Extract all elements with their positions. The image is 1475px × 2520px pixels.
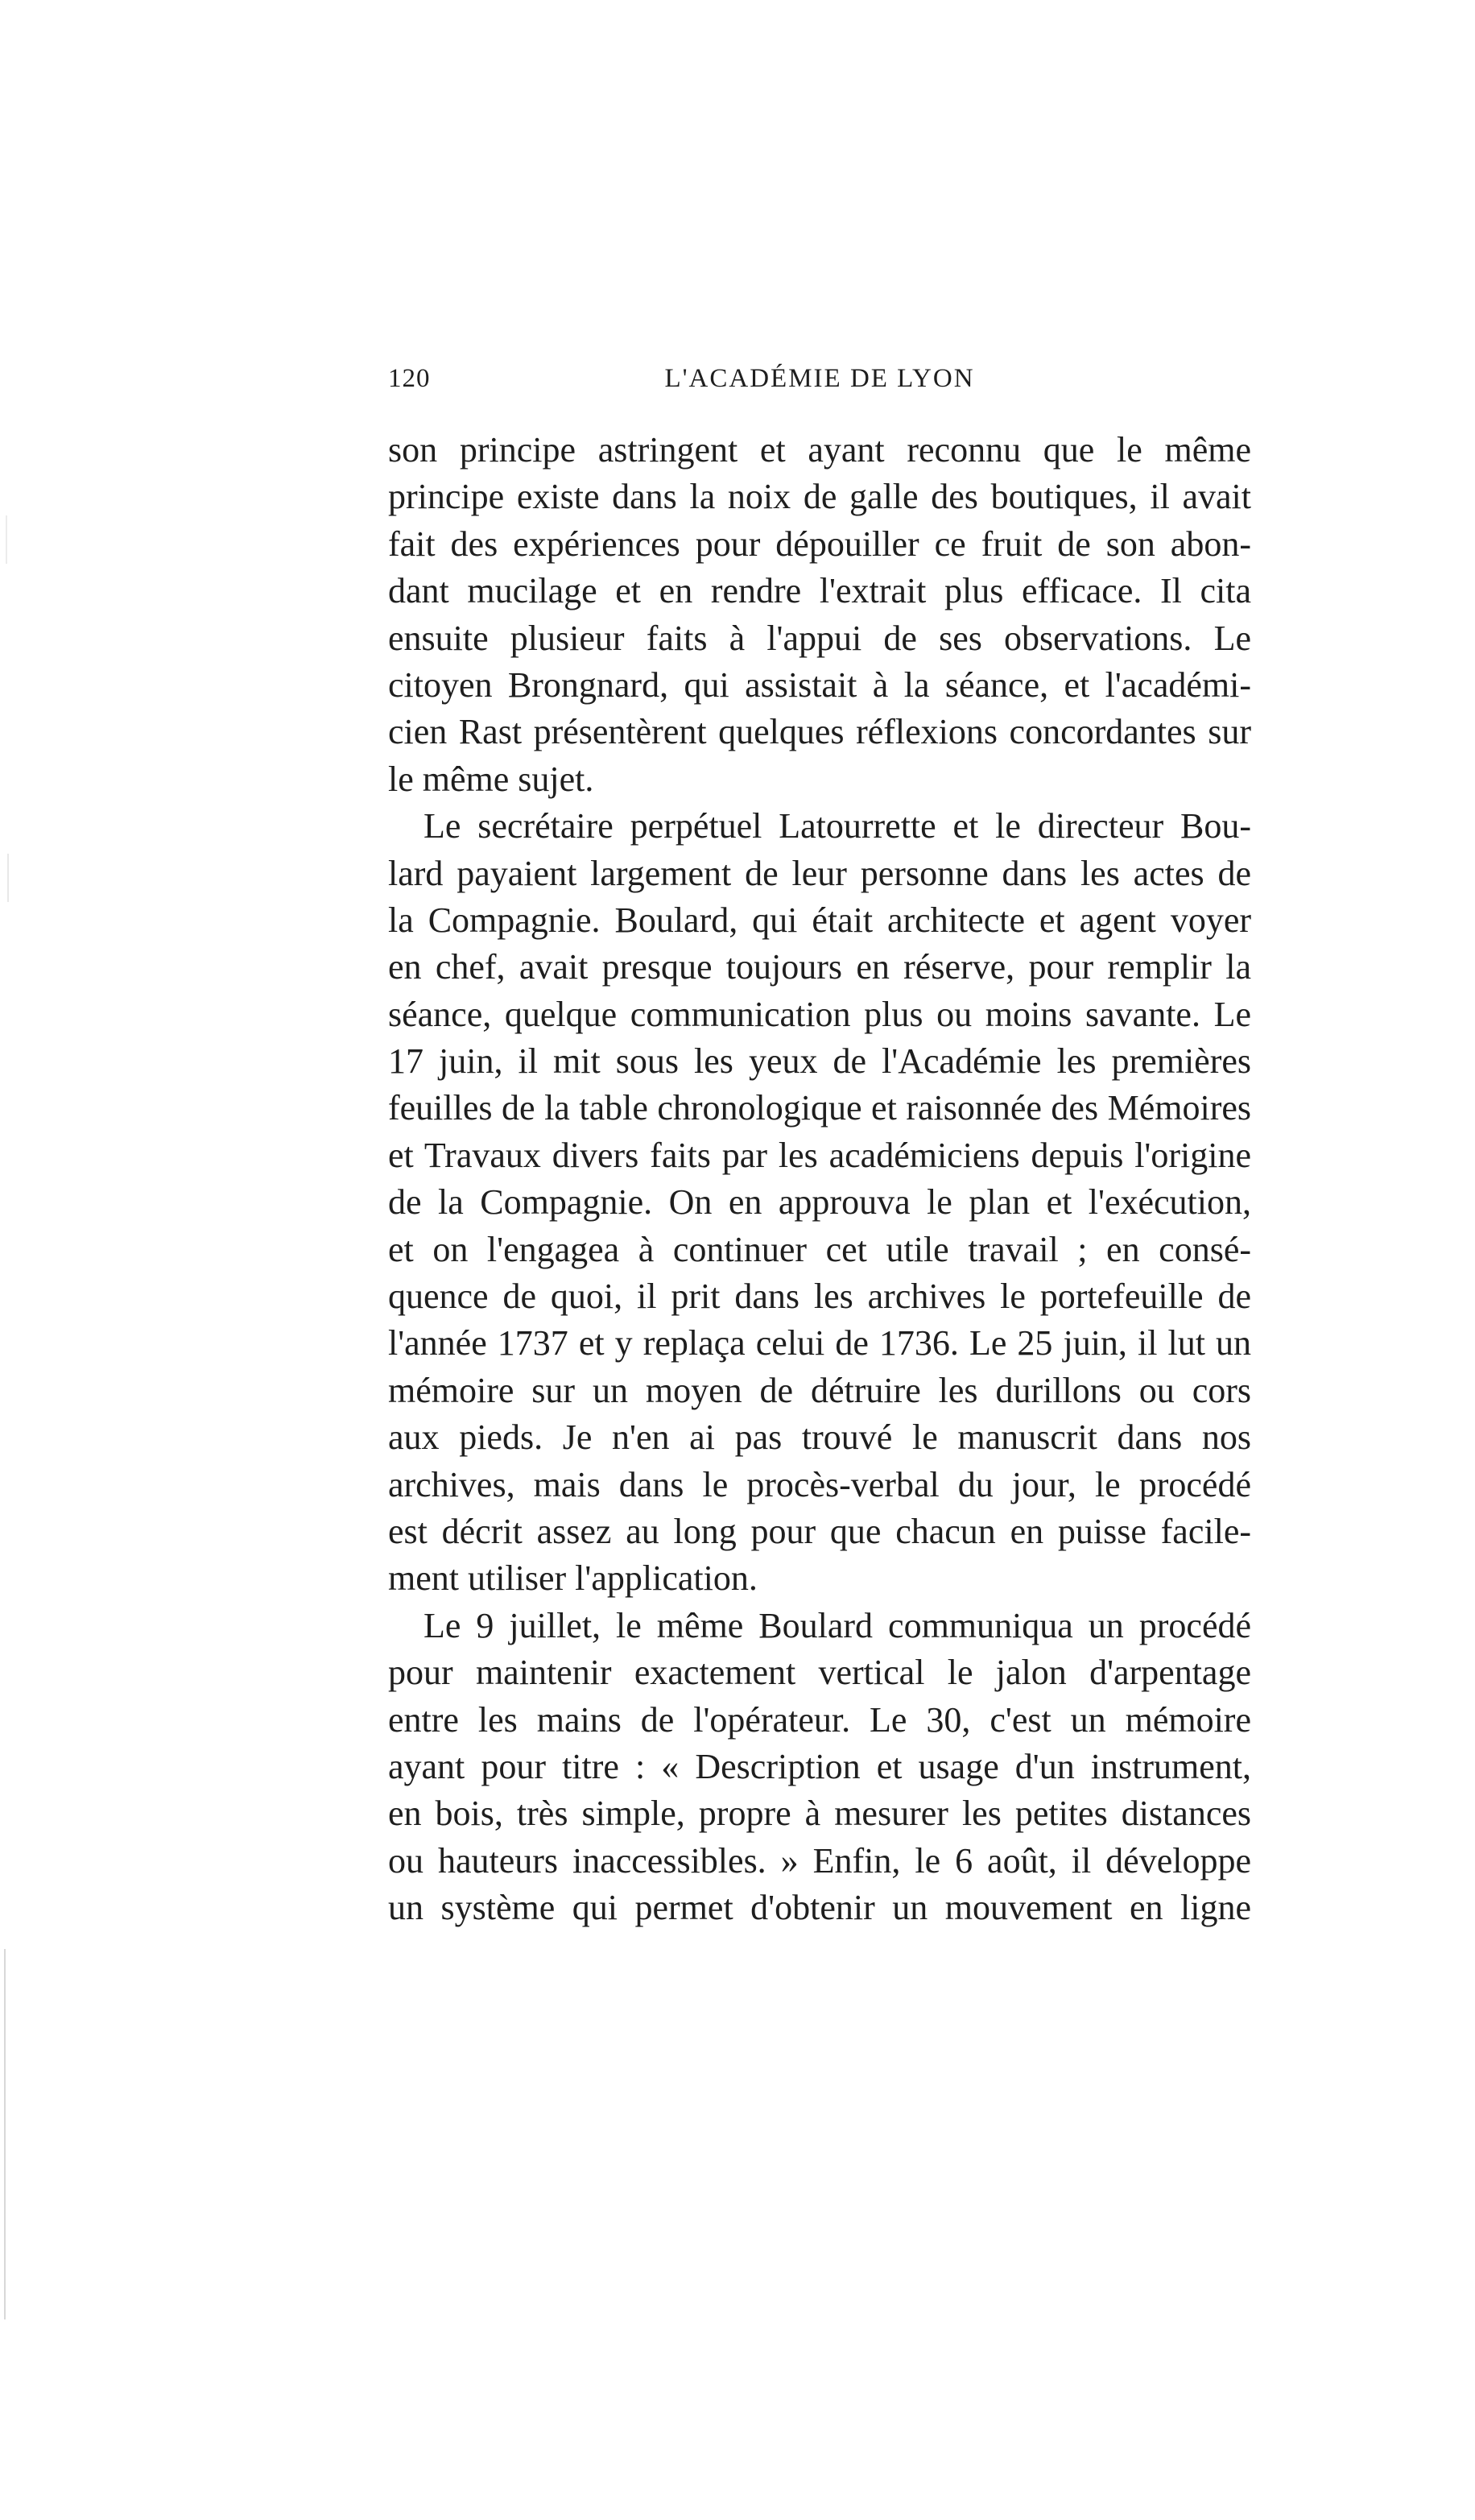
text-line: séance, quelque communication plus ou moins savante. Le — [388, 994, 1251, 1034]
text-line: est décrit assez au long pour que chacun en puisse facile- — [388, 1511, 1251, 1551]
text-line: pour maintenir exactement vertical le jalon d'arpentage — [388, 1653, 1251, 1693]
text-line: son principe astringent et ayant reconnu que le même — [388, 430, 1251, 470]
text-line: feuilles de la table chronologique et raisonnée des Mémoires — [388, 1088, 1251, 1128]
text-line: cien Rast présentèrent quelques réflexions concordantes sur — [388, 712, 1251, 752]
text-line: et Travaux divers faits par les académiciens depuis l'origine — [388, 1135, 1251, 1175]
text-line: Le 9 juillet, le même Boulard communiqua un procédé — [423, 1605, 1251, 1645]
text-line: ou hauteurs inaccessibles. » Enfin, le 6 août, il développe — [388, 1840, 1251, 1881]
text-line: l'année 1737 et y replaça celui de 1736. Le 25 juin, il lut un — [388, 1323, 1251, 1363]
text-line: Le secrétaire perpétuel Latourrette et le directeur Bou- — [423, 806, 1251, 846]
text-line: la Compagnie. Boulard, qui était architecte et agent voyer — [388, 900, 1251, 940]
text-line: archives, mais dans le procès-verbal du jour, le procédé — [388, 1464, 1251, 1504]
text-line: aux pieds. Je n'en ai pas trouvé le manuscrit dans nos — [388, 1417, 1251, 1458]
paragraph-3 — [388, 1603, 1251, 1932]
text-line: citoyen Brongnard, qui assistait à la séance, et l'académi- — [388, 664, 1251, 705]
text-line: quence de quoi, il prit dans les archives le portefeuille de — [388, 1277, 1251, 1317]
running-head — [388, 364, 1251, 404]
text-line: ensuite plusieur faits à l'appui de ses observations. Le — [388, 618, 1251, 658]
paragraph-1 — [388, 427, 1251, 803]
text-line: dant mucilage et en rendre l'extrait plus efficace. Il cita — [388, 571, 1251, 611]
text-line: ment utiliser l'application. — [388, 1558, 758, 1599]
text-line: mémoire sur un moyen de détruire les durillons ou cors — [388, 1370, 1251, 1410]
body-text — [388, 427, 1251, 1932]
text-line: et on l'engagea à continuer cet utile travail ; en consé- — [388, 1229, 1251, 1269]
text-line: de la Compagnie. On en approuva le plan et l'exécution, — [388, 1182, 1251, 1223]
running-title: L'ACADÉMIE DE LYON — [664, 364, 975, 393]
text-line: lard payaient largement de leur personne dans les actes de — [388, 853, 1251, 893]
scan-margin-marks — [0, 0, 48, 2520]
page-number: 120 — [388, 364, 431, 393]
text-line: entre les mains de l'opérateur. Le 30, c'est un mémoire — [388, 1699, 1251, 1740]
text-line: en chef, avait presque toujours en réserve, pour remplir la — [388, 947, 1251, 987]
text-line: principe existe dans la noix de galle des boutiques, il avait — [388, 477, 1251, 517]
text-line: le même sujet. — [388, 759, 594, 799]
text-line: fait des expériences pour dépouiller ce fruit de son abon- — [388, 523, 1251, 564]
text-line: ayant pour titre : « Description et usage d'un instrument, — [388, 1746, 1251, 1786]
text-line: en bois, très simple, propre à mesurer les petites distances — [388, 1794, 1251, 1834]
text-line: un système qui permet d'obtenir un mouvement en ligne — [388, 1888, 1251, 1928]
paragraph-2 — [388, 803, 1251, 1603]
text-line: 17 juin, il mit sous les yeux de l'Académie les premières — [388, 1041, 1251, 1082]
